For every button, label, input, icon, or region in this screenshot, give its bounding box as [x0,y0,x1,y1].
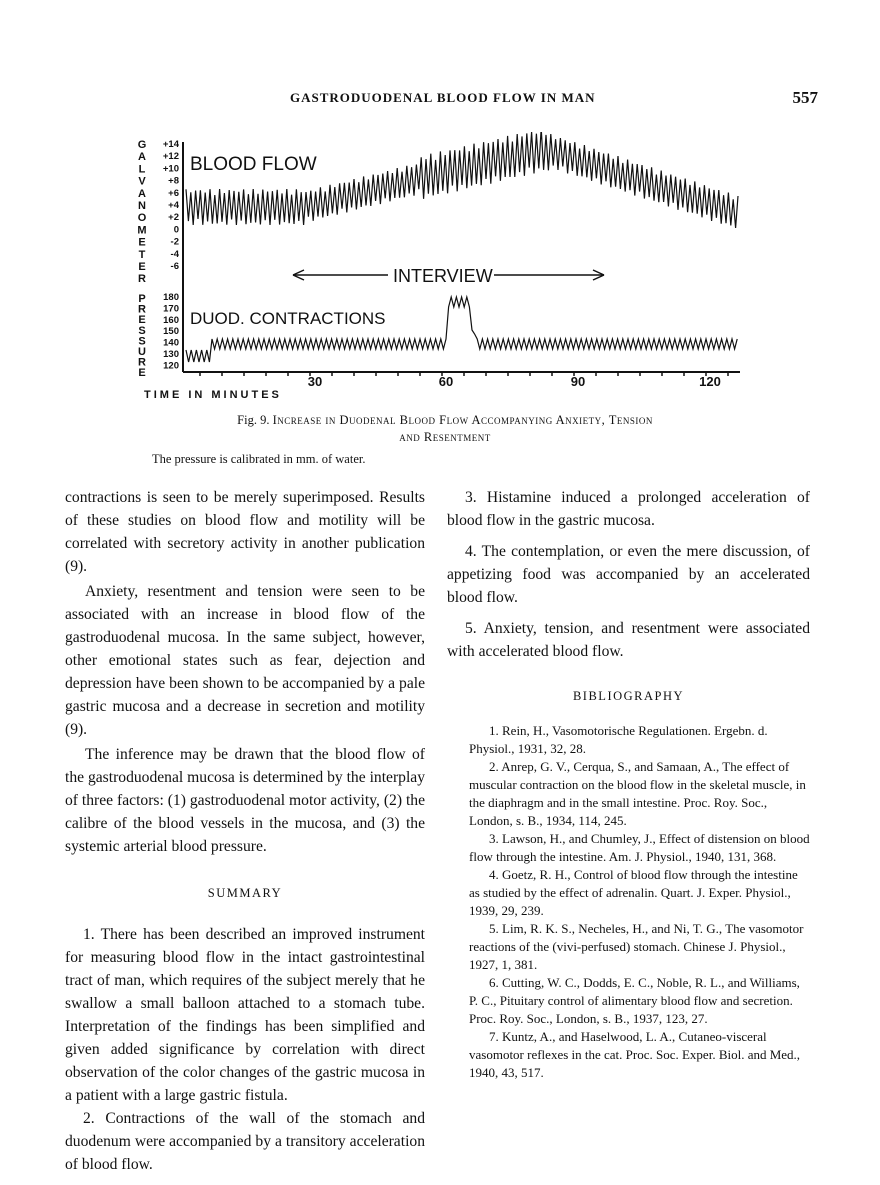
galvanometer-axis-letter: G [137,139,147,151]
galvanometer-tick-label: +10 [162,163,179,175]
pressure-axis-letter: S [138,335,146,348]
contractions-trace [186,297,737,362]
paragraph: The inference may be drawn that the blood flow of the gastroduodenal mucosa is determined by the interplay of three factors: (1) gastroduodenal motor activity, (2) the calibre of the blood vessels in the mucosa, and (3) the systemic arterial blood pressure. [65,746,425,855]
galvanometer-axis-name [137,139,146,285]
pressure-axis-letter: R [138,356,146,369]
galvanometer-axis-letter: O [137,212,147,225]
contractions-label: DUOD. CONTRACTIONS [190,309,386,328]
pressure-tick-label: 180 [163,292,179,303]
blood-flow-label: BLOOD FLOW [190,154,317,175]
time-tick-label: 90 [570,374,586,389]
caption-prefix: Fig. 9. [237,413,270,427]
reference-item: 6. Cutting, W. C., Dodds, E. C., Noble, R. L., and Williams, P. C., Pituitary control of alimentary blood flow and secretion. Proc. Roy. Soc., London, s. B., 1937, 123, 27. [469,975,800,1026]
time-tick-label: 30 [307,374,323,389]
pressure-tick-label: 140 [163,337,179,349]
summary-item: 5. Anxiety, tension, and resentment were associated with accelerated blood flow. [447,620,810,660]
pressure-axis-letter: U [138,346,146,358]
summary-item: 1. There has been described an improved instrument for measuring blood flow in the intact gastrointestinal tract of man, which requires of the subject merely that he swallow a small balloon attached to a stomach tube. Interpretation of the findings has been simplified and given added significance by correlation with direct observation of the color changes of the gastric mucosa in a patient with a large gastric fistula. [65,926,425,1104]
figure-caption [150,412,740,446]
time-tick-label: 120 [699,374,721,389]
reference-item: 2. Anrep, G. V., Cerqua, S., and Samaan, A., The effect of muscular contraction on the blood flow in the skeletal muscle, in the diaphragm and in the small intestine. Proc. Roy. Soc., London, s. B., 1934, 114, 245. [469,759,806,828]
bibliography-heading: BIBLIOGRAPHY [572,689,685,703]
recording-plot [130,132,750,402]
galvanometer-axis-letter: L [138,163,146,176]
galvanometer-axis-letter: R [138,273,146,286]
bibliography-list [447,722,810,1082]
caption-text-line2: and Resentment [399,430,491,444]
reference-item: 7. Kuntz, A., and Haselwood, L. A., Cutaneo-visceral vasomotor reflexes in the cat. Proc. Soc. Exper. Biol. and Med., 1940, 43, 517. [469,1029,801,1080]
right-column [447,486,810,1082]
figure-note: The pressure is calibrated in mm. of water. [152,452,366,466]
galvanometer-axis-letter: E [138,261,146,273]
pressure-tick-label: 130 [163,349,179,360]
summary-item: 3. Histamine induced a prolonged acceleration of blood flow in the gastric mucosa. [447,489,810,529]
left-column [65,486,425,1176]
pressure-axis-letter: E [138,314,146,327]
pressure-tick-label: 150 [163,326,179,338]
pressure-tick-label: 170 [163,303,179,315]
time-tick-label: 60 [438,374,454,389]
pressure-axis-letter: P [138,293,146,305]
interview-arrow [293,266,604,286]
pressure-axis-name [138,293,146,379]
summary-heading: SUMMARY [207,886,283,900]
paragraph: Anxiety, resentment and tension were seen to be associated with an increase in blood flow of the gastroduodenal mucosa. In the same subject, however, other emotional states such as fear, dejection and depression have been shown to be accompanied by a pale gastric mucosa and a decrease in secretion and motility (9). [65,583,425,738]
time-tick-labels [308,374,721,389]
page-number: 557 [792,88,818,107]
reference-item: 1. Rein, H., Vasomotorische Regulationen. Ergebn. d. Physiol., 1931, 32, 28. [469,723,768,756]
pressure-axis-letter: R [138,303,146,316]
summary-item: 4. The contemplation, or even the mere discussion, of appetizing food was accompanied by an accelerated blood flow. [447,543,810,606]
galvanometer-axis-letter: N [138,200,146,212]
galvanometer-axis-letter: A [138,187,146,200]
galvanometer-tick-label: +14 [162,139,179,150]
caption-text-line1: Increase in Duodenal Blood Flow Accompanying Anxiety, Tension [272,413,653,427]
galvanometer-axis-letter: V [138,175,146,188]
galvanometer-tick-label: +4 [168,200,179,211]
summary-item: 2. Contractions of the wall of the stomach and duodenum were accompanied by a transitory acceleration of blood flow. [65,1110,425,1173]
galvanometer-axis-letter: T [138,248,146,261]
galvanometer-tick-label: +8 [168,175,179,187]
galvanometer-tick-labels [163,139,180,272]
pressure-tick-label: 160 [163,314,179,326]
reference-item: 5. Lim, R. K. S., Necheles, H., and Ni, T. G., The vasomotor reactions of the (vivi-perfused) stomach. Chinese J. Physiol., 1927, 1, 381. [469,921,804,972]
reference-item: 4. Goetz, R. H., Control of blood flow through the intestine as studied by the effect of adrenalin. Quart. J. Exper. Physiol., 1939, 29, 239. [469,867,798,918]
paragraph: contractions is seen to be merely superimposed. Results of these studies on blood flow and motility will be correlated with secretory activity in another publication (9). [65,489,425,575]
pressure-axis-letter: S [138,324,146,337]
galvanometer-axis-letter: E [138,236,146,249]
pressure-tick-label: 120 [163,360,179,372]
interview-label: INTERVIEW [393,266,493,286]
reference-item: 3. Lawson, H., and Chumley, J., Effect of distension on blood flow through the intestine. Am. J. Physiol., 1940, 131, 368. [469,831,810,864]
pressure-tick-labels [163,292,179,371]
galvanometer-tick-label: +6 [168,187,179,199]
figure-9 [130,132,750,402]
time-axis-label: TIME IN MINUTES [144,389,282,401]
pressure-axis-letter: E [138,367,146,380]
running-title: GASTRODUODENAL BLOOD FLOW IN MAN [290,90,596,105]
galvanometer-axis-letter: M [137,224,147,237]
galvanometer-tick-label: 0 [173,224,179,236]
galvanometer-tick-label: +2 [168,212,179,224]
blood-flow-trace [186,132,738,228]
galvanometer-tick-label: -6 [170,261,179,272]
galvanometer-tick-label: +12 [162,151,179,163]
galvanometer-tick-label: -2 [170,236,179,248]
galvanometer-axis-letter: A [138,151,146,164]
galvanometer-tick-label: -4 [170,248,179,260]
running-head [0,88,880,110]
